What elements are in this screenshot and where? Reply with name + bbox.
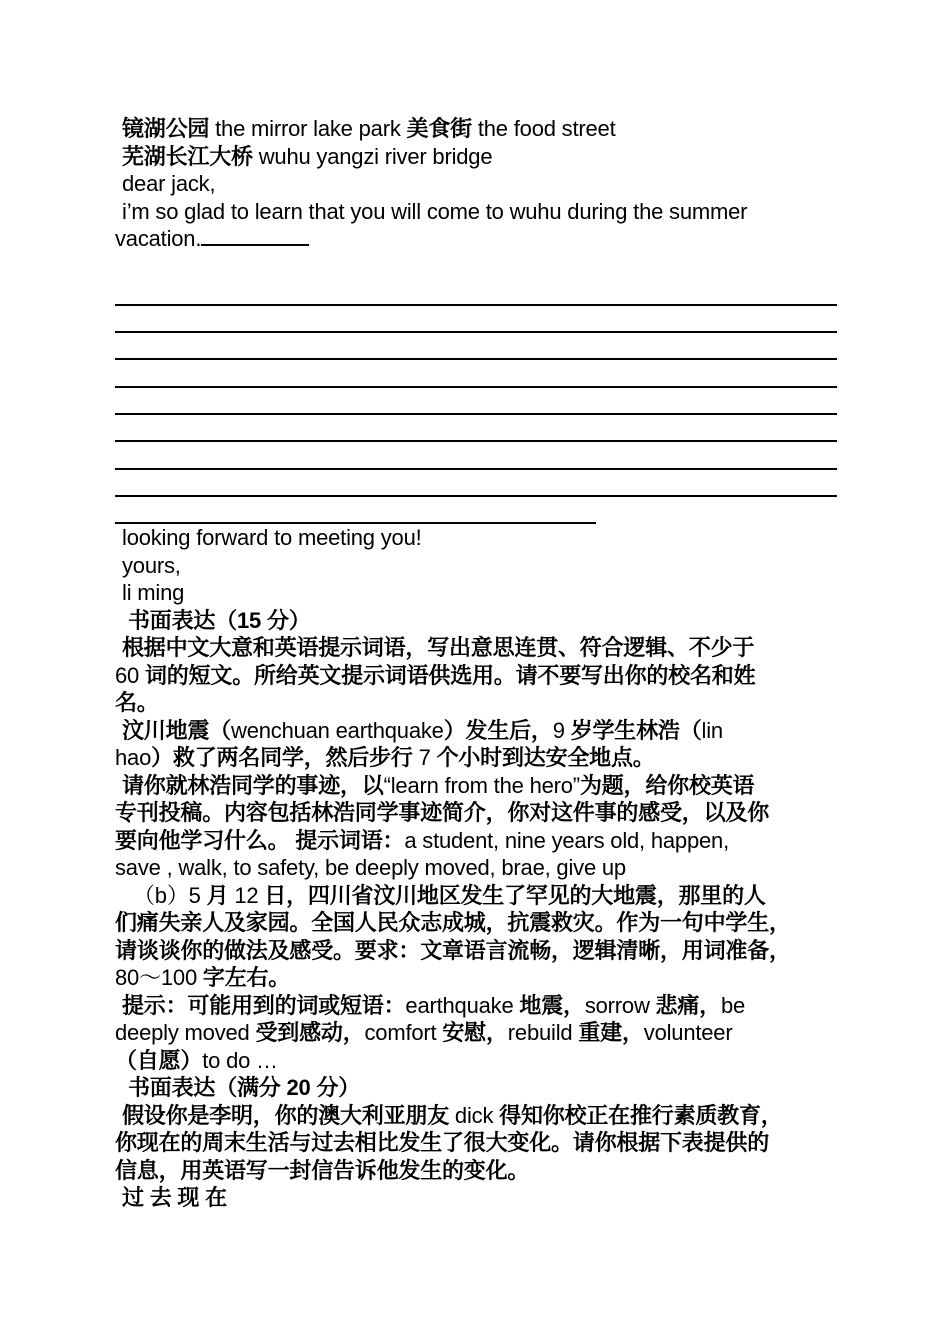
num: 60 <box>115 662 140 688</box>
vocab-en: the food street <box>471 116 616 141</box>
text: 假设你是李明，你的澳大利亚朋友 <box>122 1102 455 1128</box>
text-en: wenchuan earthquake <box>231 717 444 743</box>
text: 得知你校正在推行素质教育， <box>493 1102 783 1128</box>
section-title: 书面表达（15 分） <box>128 607 311 633</box>
table-header: 过 去 现 在 <box>122 1185 227 1211</box>
text: 重建， <box>572 1020 644 1046</box>
text-en: lin <box>701 717 723 743</box>
num: 12 <box>234 882 259 908</box>
answer-line[interactable] <box>115 360 837 387</box>
letter-body-line <box>115 225 837 253</box>
text: 请你就林浩同学的事迹，以 <box>122 772 384 798</box>
instruction-line <box>115 1102 837 1130</box>
text-en: deeply moved <box>115 1020 250 1046</box>
instruction-line <box>115 992 837 1020</box>
num: 5 <box>188 882 201 908</box>
vocab-line-1 <box>115 115 837 143</box>
text: 提示：可能用到的词或短语： <box>122 992 406 1018</box>
letter-signature: li ming <box>122 580 185 606</box>
text-en: dick <box>454 1102 494 1128</box>
instruction-line <box>115 772 837 800</box>
instruction-line <box>115 1019 837 1047</box>
text: 字左右。 <box>196 965 291 991</box>
vocab-cn: 镜湖公园 <box>122 116 210 141</box>
text: 要向他学习什么。 提示词语： <box>115 827 405 853</box>
text: 日，四川省汶川地区发生了罕见的大地震，那里的人 <box>258 882 766 908</box>
answer-line[interactable] <box>115 388 837 415</box>
text: ）发生后， <box>443 717 553 743</box>
vocab-line-2 <box>115 143 837 171</box>
document-page <box>115 115 837 1212</box>
answer-line[interactable] <box>115 279 837 306</box>
text: 汶川地震（ <box>122 717 232 743</box>
text-en: sorrow <box>584 992 650 1018</box>
letter-closing: looking forward to meeting you! <box>122 525 422 551</box>
vocab-cn: 美食街 <box>406 116 472 141</box>
text: 受到感动， <box>249 1020 365 1046</box>
instruction-line: 名。 <box>115 690 159 716</box>
letter-salutation: dear jack, <box>122 171 216 196</box>
text-en: “learn from the hero” <box>383 772 580 798</box>
text: 为题，给你校英语 <box>579 772 755 798</box>
instruction-line <box>115 827 837 855</box>
text-en: comfort <box>364 1020 437 1046</box>
text-en: to do … <box>202 1047 278 1073</box>
text: 月 <box>200 882 235 908</box>
text-en: rebuild <box>507 1020 573 1046</box>
vocab-en: wuhu yangzi river bridge <box>252 143 493 169</box>
instruction-line: 专刊投稿。内容包括林浩同学事迹简介，你对这件事的感受，以及你 <box>115 800 770 826</box>
instruction-line: 请谈谈你的做法及感受。要求：文章语言流畅，逻辑清晰，用词准备， <box>115 937 791 963</box>
text: 岁学生林浩（ <box>564 717 702 743</box>
text: 安慰， <box>436 1020 508 1046</box>
text-en: hao <box>115 745 152 771</box>
letter-body-text: vacation. <box>115 226 202 251</box>
instruction-line <box>115 964 837 992</box>
answer-lines[interactable] <box>115 279 837 525</box>
letter-body-line: i’m so glad to learn that you will come to wuhu during the summer <box>122 198 748 224</box>
answer-line[interactable] <box>115 470 837 497</box>
text: （b） <box>133 882 189 908</box>
text: 地震， <box>513 992 585 1018</box>
vocab-en: the mirror lake park <box>209 116 407 141</box>
instruction-line <box>115 717 837 745</box>
instruction-line: 你现在的周末生活与过去相比发生了很大变化。请你根据下表提供的 <box>115 1130 770 1156</box>
answer-line[interactable] <box>115 497 596 524</box>
instruction-line: 根据中文大意和英语提示词语，写出意思连贯、符合逻辑、不少于 <box>122 635 755 661</box>
instruction-line: 信息，用英语写一封信告诉他发生的变化。 <box>115 1157 530 1183</box>
text: 悲痛， <box>649 992 721 1018</box>
answer-line[interactable] <box>115 442 837 469</box>
text: 词的短文。所给英文提示词语供选用。请不要写出你的校名和姓 <box>139 662 756 688</box>
instruction-line <box>115 1047 837 1075</box>
instruction-line <box>115 662 837 690</box>
text-en: a student, nine years old, happen, <box>404 827 729 853</box>
text: 个小时到达安全地点。 <box>430 745 655 771</box>
text: （自愿） <box>115 1047 203 1073</box>
letter-signoff: yours, <box>122 552 181 578</box>
instruction-line: 们痛失亲人及家园。全国人民众志成城，抗震救灾。作为一句中学生， <box>115 910 791 936</box>
answer-line[interactable] <box>115 306 837 333</box>
num: 9 <box>552 717 565 743</box>
vocab-cn: 芜湖长江大桥 <box>122 143 253 169</box>
answer-blank[interactable] <box>201 226 309 246</box>
instruction-line <box>115 882 837 910</box>
answer-line[interactable] <box>115 415 837 442</box>
instruction-line: save , walk, to safety, be deeply moved, brae, give up <box>115 855 626 881</box>
text-en: be <box>720 992 746 1018</box>
instruction-line <box>115 744 837 772</box>
num: 80～100 <box>115 965 197 991</box>
text-en: earthquake <box>405 992 514 1018</box>
text-en: volunteer <box>643 1020 733 1046</box>
section-title: 书面表达（满分 20 分） <box>128 1075 361 1101</box>
text: ）救了两名同学，然后步行 <box>151 745 419 771</box>
num: 7 <box>418 745 431 771</box>
answer-line[interactable] <box>115 333 837 360</box>
